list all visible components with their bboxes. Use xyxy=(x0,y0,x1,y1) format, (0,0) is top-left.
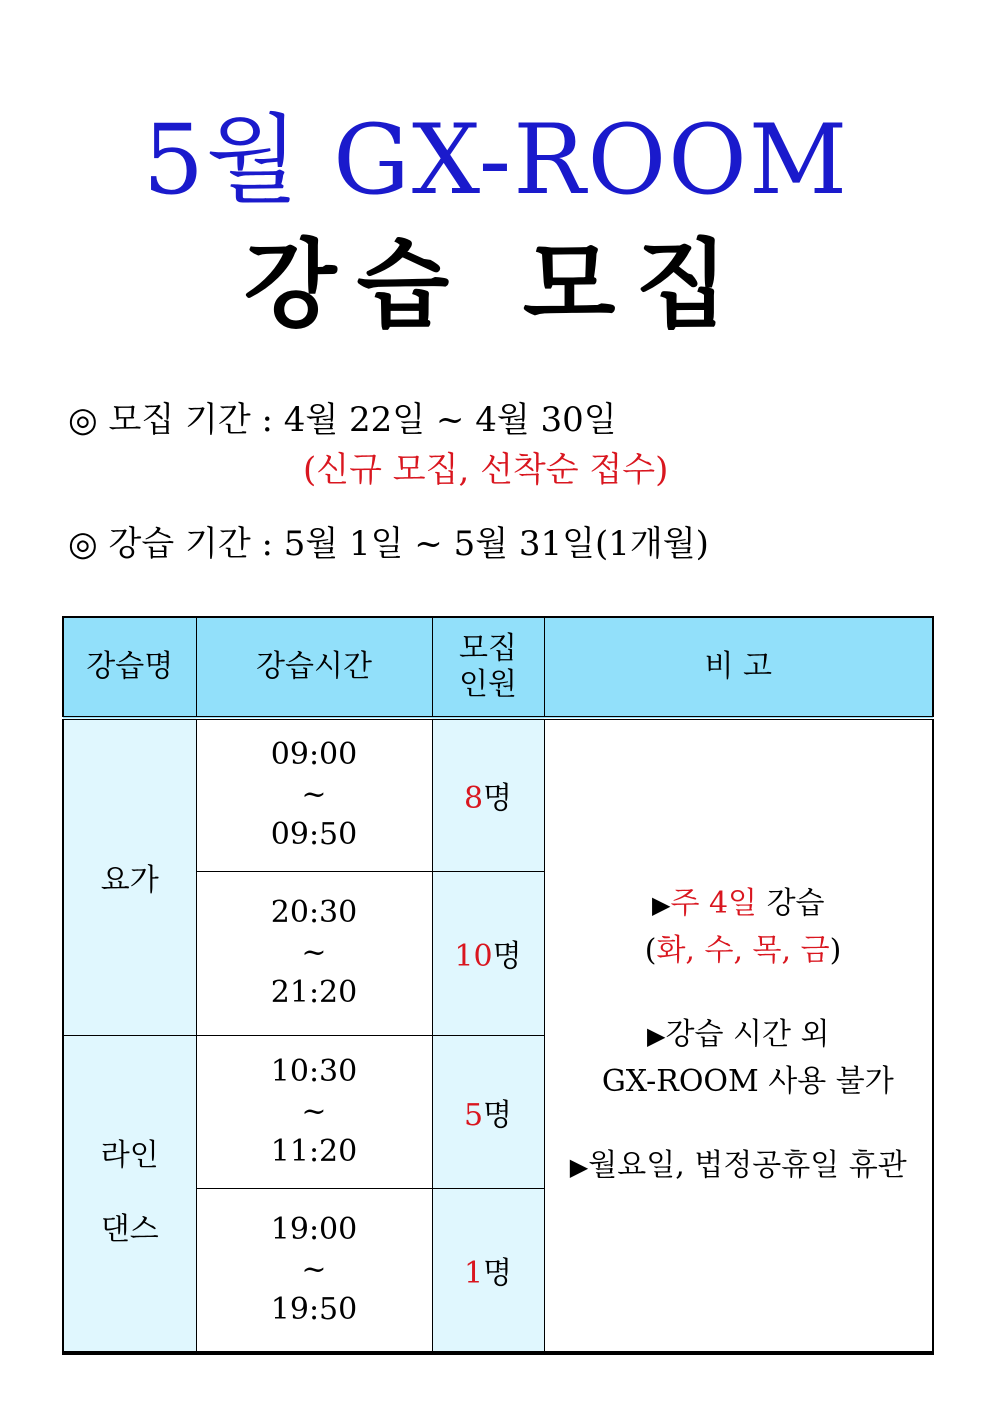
capacity-unit: 명 xyxy=(483,781,513,817)
note-closed xyxy=(545,1143,933,1190)
note-open-paren: ( xyxy=(635,933,657,968)
capacity-count: 1 xyxy=(463,1255,484,1291)
title-line-1: 5월 GX-ROOM xyxy=(142,104,850,216)
session-end: 09:50 xyxy=(270,817,358,853)
schedule-table xyxy=(62,616,934,1355)
course-name-linedance xyxy=(63,1035,196,1353)
course-period: ◎ 강습 기간 : 5월 1일 ~ 5월 31일(1개월) xyxy=(68,524,709,564)
capacity-unit: 명 xyxy=(483,1097,513,1133)
note-weekly-rest: 강습 xyxy=(757,886,825,921)
session-start: 19:00 xyxy=(270,1211,358,1247)
header-course-time: 강습시간 xyxy=(196,617,432,718)
recruit-period: ◎ 모집 기간 : 4월 22일 ~ 4월 30일 xyxy=(68,400,617,440)
header-note: 비 고 xyxy=(544,617,933,718)
note-usage-line1: 강습 시간 외 xyxy=(665,1017,830,1052)
session-end: 21:20 xyxy=(270,975,358,1010)
session-start: 09:00 xyxy=(270,737,358,773)
session-capacity xyxy=(432,1188,544,1353)
session-time xyxy=(196,718,432,871)
session-start: 20:30 xyxy=(270,895,358,930)
session-time xyxy=(196,1188,432,1353)
header-capacity xyxy=(432,617,544,718)
header-course-name: 강습명 xyxy=(63,617,196,718)
session-capacity xyxy=(432,871,544,1035)
note-usage xyxy=(545,1012,933,1105)
capacity-count: 5 xyxy=(463,1097,484,1133)
recruit-note: (신규 모집, 선착순 접수) xyxy=(303,450,669,490)
capacity-unit: 명 xyxy=(483,1255,513,1291)
session-time xyxy=(196,1035,432,1188)
session-sep: ~ xyxy=(301,777,327,813)
bullet-icon: ▶ xyxy=(647,1022,666,1050)
capacity-count: 8 xyxy=(463,781,484,817)
header-capacity-line1: 모집 xyxy=(459,631,517,666)
capacity-count: 10 xyxy=(454,939,493,974)
bullet-icon: ▶ xyxy=(569,1153,589,1181)
note-weekday-list: 화, 수, 목, 금 xyxy=(656,933,830,968)
note-usage-line2: GX-ROOM 사용 불가 xyxy=(582,1064,894,1099)
session-time xyxy=(196,871,432,1035)
bullet-icon: ▶ xyxy=(651,891,671,919)
session-sep: ~ xyxy=(301,1251,327,1287)
course-name-line1: 라인 xyxy=(100,1138,159,1174)
table-header-row xyxy=(63,617,933,718)
course-name-line2: 댄스 xyxy=(100,1212,159,1248)
notes-cell xyxy=(544,718,933,1353)
session-start: 10:30 xyxy=(270,1053,358,1089)
session-sep: ~ xyxy=(301,1093,327,1129)
note-close-paren: ) xyxy=(829,933,842,968)
note-weekly-days: 주 4일 xyxy=(670,886,758,921)
header-capacity-line2: 인원 xyxy=(459,667,517,702)
title-line-2: 강습 모집 xyxy=(243,228,749,341)
course-name-yoga: 요가 xyxy=(63,718,196,1035)
capacity-unit: 명 xyxy=(492,939,522,974)
session-capacity xyxy=(432,1035,544,1188)
session-end: 19:50 xyxy=(270,1291,358,1327)
table-row xyxy=(63,718,933,871)
session-capacity xyxy=(432,718,544,871)
session-sep: ~ xyxy=(301,935,327,970)
note-weekly xyxy=(545,881,933,974)
session-end: 11:20 xyxy=(270,1133,358,1169)
note-closed-text: 월요일, 법정공휴일 휴관 xyxy=(588,1148,907,1183)
